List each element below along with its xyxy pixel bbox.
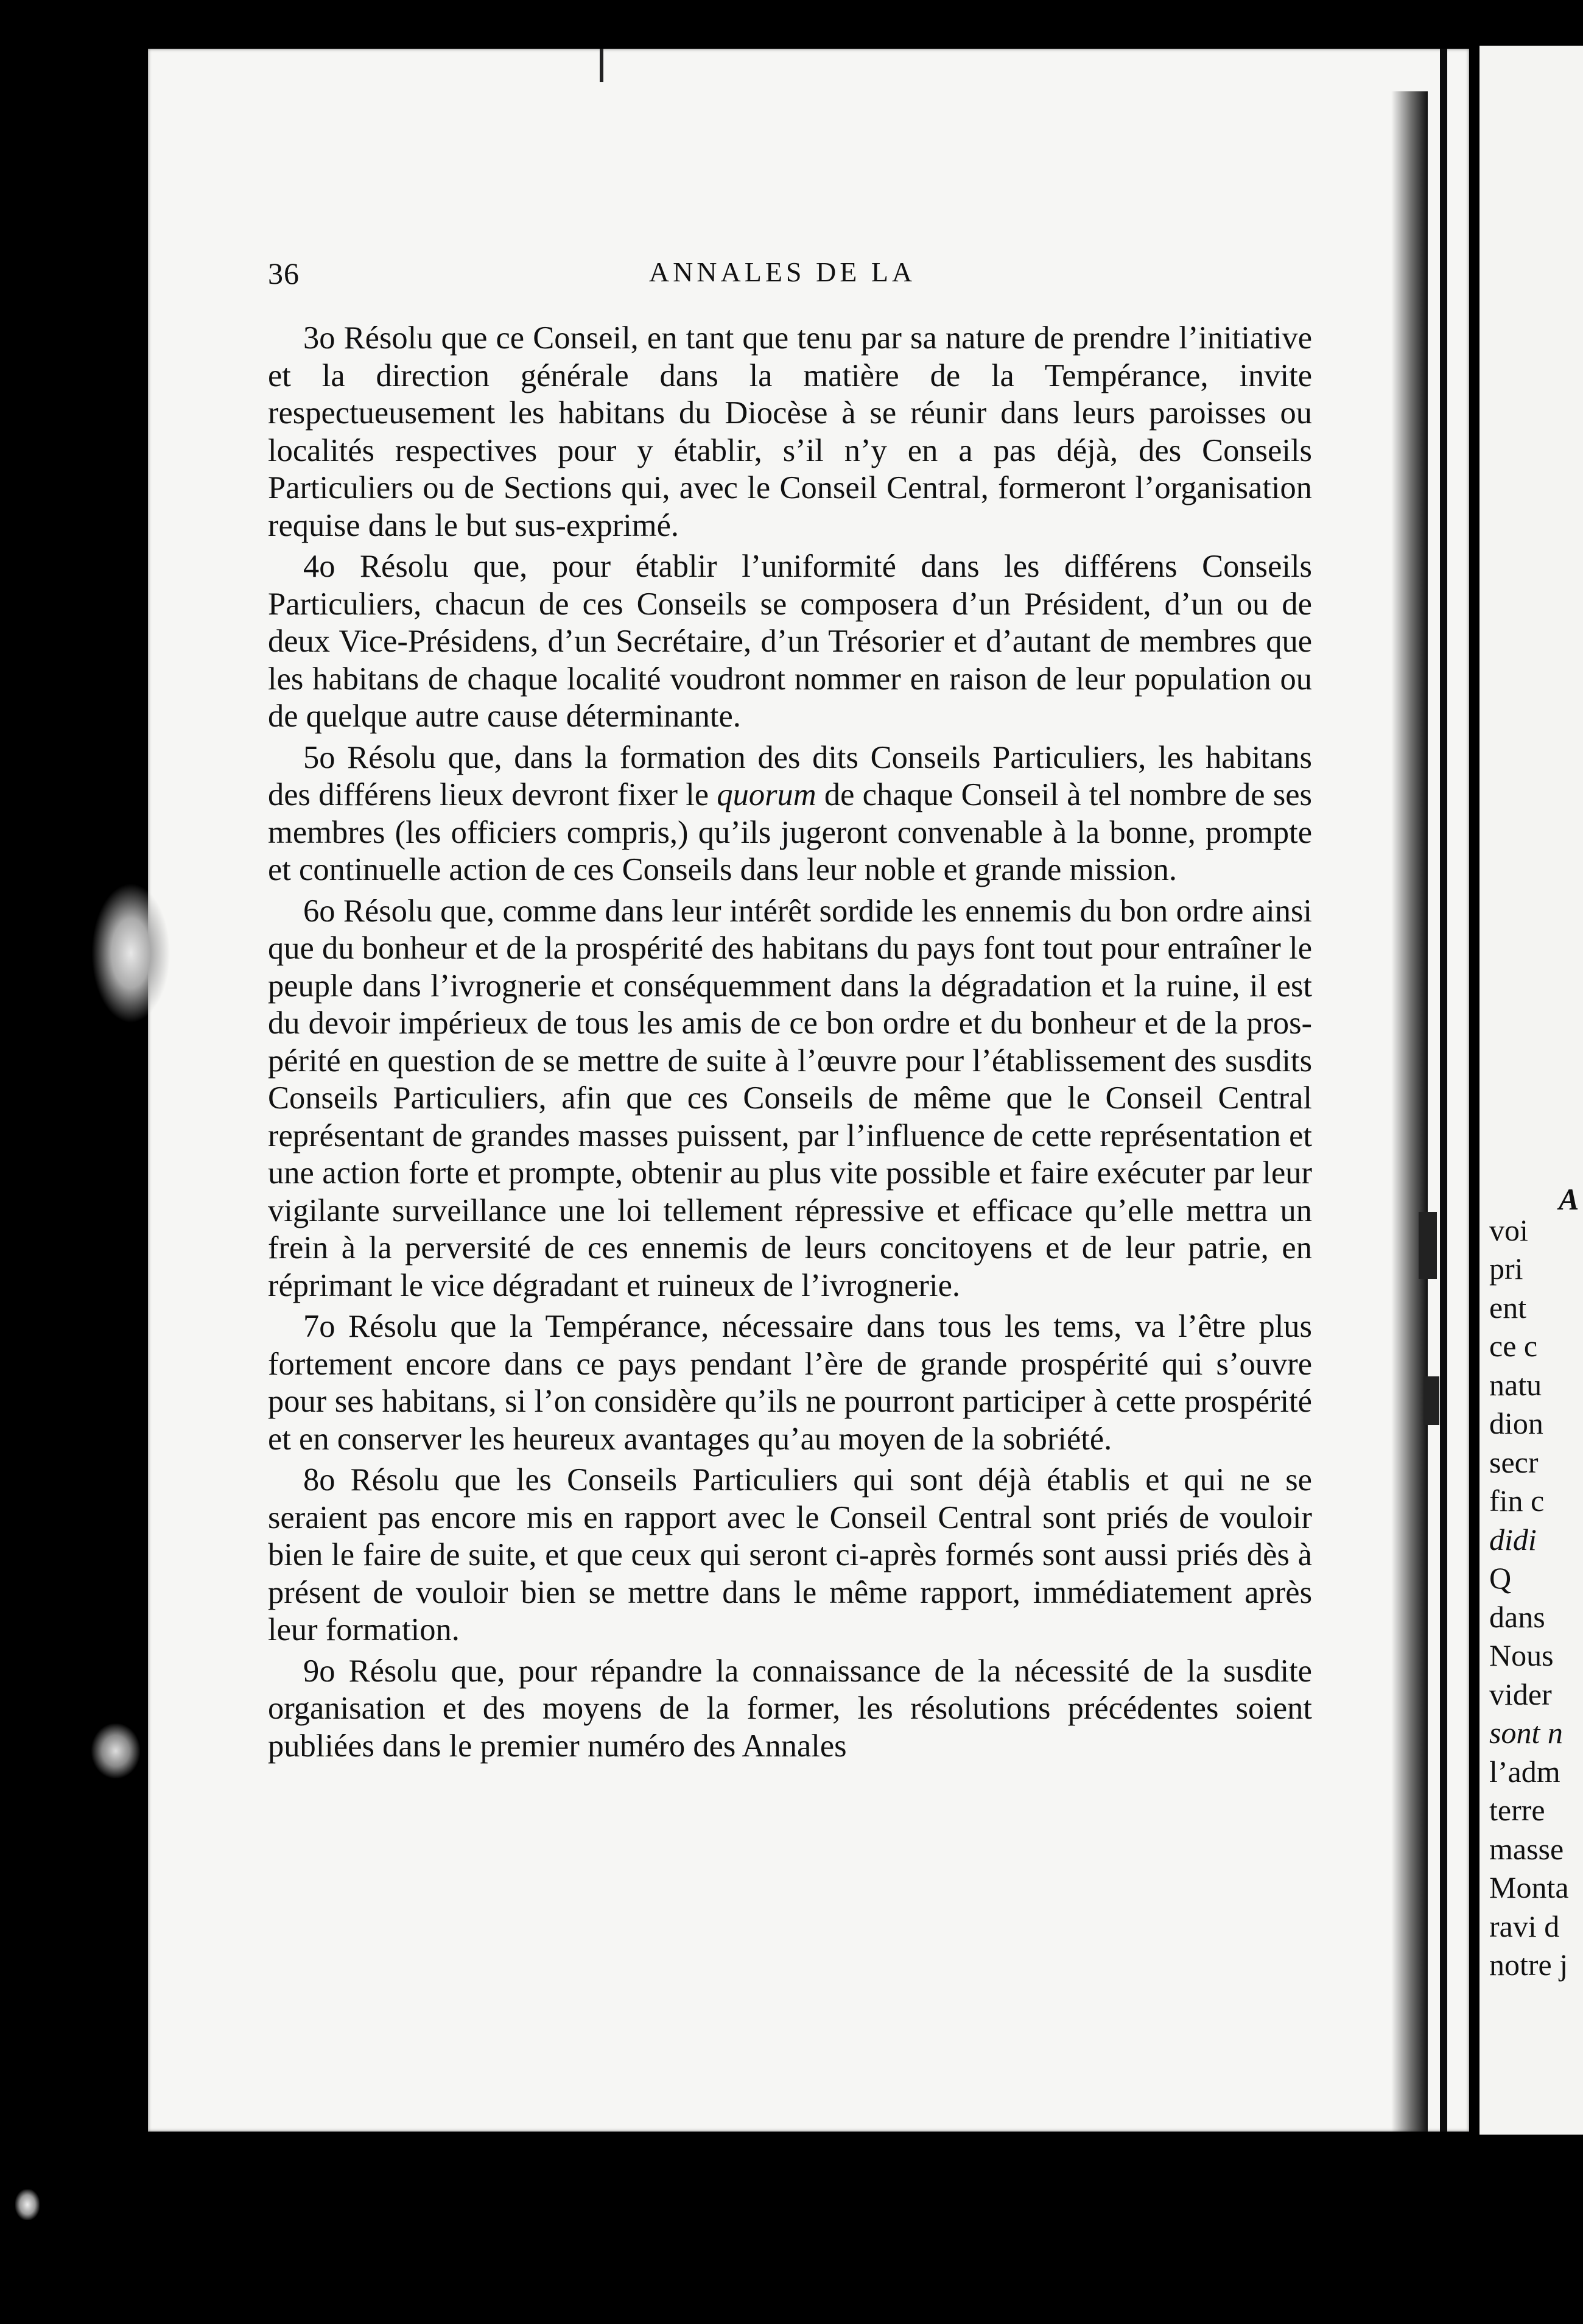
book-gutter	[1440, 49, 1447, 2132]
facing-page-line: Q	[1489, 1561, 1512, 1595]
resolution-paragraph: 3o Résolu que ce Conseil, en tant que tenu par sa nature de prendre l’initiative et la direction générale dans la matière de la Tempérance, invite respectueusement les habitans du Diocèse à se réunir dans leurs paroisses ou localités respectives pour y établir, s’il n’y en a pas déjà, des Conseils Particuliers ou de Sections qui, avec le Conseil Central, formeront l’organisation requise dans le but sus-exprimé.	[268, 320, 1312, 543]
page-header	[268, 256, 1297, 311]
resolution-paragraph: 5o Résolu que, dans la formation des dits Conseils Particuliers, les habitans des différens lieux devront fixer le quorum de chaque Conseil à tel nombre de ses membres (les officiers compris,) qu’ils jugeront convenable à la bonne, prompte et continuelle action de ces Conseils dans leur noble et grande mission.	[268, 739, 1312, 887]
facing-page-text	[1489, 1172, 1583, 1985]
resolution-paragraph: 6o Résolu que, comme dans leur intérêt sordide les ennemis du bon ordre ainsi que du bonheur et de la prospérité des habitans du pays font tout pour entraîner le peuple dans l’ivrognerie et conséquemment dans la dégradation et la ruine, il est du devoir impérieux de tous les amis de ce bon ordre et du bonheur et de la prospérité en question de se mettre de suite à l’œuvre pour l’établissement des susdits Conseils Particuliers, afin que ces Conseils de même que le Conseil Central représentant de grandes masses puissent, par l’influence de cette représentation et une action forte et prompte, obtenir au plus vite possible et faire exécuter par leur vigilante surveillance une loi tellement répressive et efficace qu’elle mettra un frein à la perversité de ces ennemis de leurs concitoyens et de leur patrie, en réprimant le vice dégradant et ruineux de l’ivrognerie.	[268, 893, 1312, 1303]
facing-page-line: ent	[1489, 1290, 1527, 1325]
page-mark	[600, 49, 603, 82]
quorum-italic: quorum	[717, 777, 816, 812]
facing-page-line: ravi d	[1489, 1909, 1560, 1943]
facing-page-line: vider	[1489, 1677, 1552, 1711]
facing-page-line: pri	[1489, 1252, 1523, 1286]
facing-page-line: notre j	[1489, 1948, 1568, 1982]
resolution-paragraph: 4o Résolu que, pour établir l’uniformité dans les différens Conseils Particuliers, chacun de ces Conseils se composera d’un Président, d’un ou de deux Vice-Présidens, d’un Secrétaire, d’un Trésorier et d’autant de membres que les habitans de chaque localité voudront nommer en raison de leur population ou de quelque autre cause déterminante.	[268, 549, 1312, 734]
facing-page-line: dion	[1489, 1406, 1543, 1440]
resolution-paragraph: 9o Résolu que, pour répandre la connaissance de la nécessité de la susdite organisation et des moyens de la former, les résolutions précédentes soient publiées dans le premier numéro des Annales	[268, 1653, 1312, 1764]
facing-page-line: dans	[1489, 1599, 1545, 1634]
book-binding-shadow	[1391, 91, 1428, 2132]
scan-artifact	[15, 2189, 40, 2220]
body-text	[268, 320, 1312, 1769]
scan-artifact	[91, 1724, 140, 1778]
running-head: ANNALES DE LA	[648, 256, 916, 287]
resolution-paragraph: 8o Résolu que les Conseils Particuliers qui sont déjà établis et qui ne se seraient pas encore mis en rapport avec le Conseil Central sont priés de vouloir bien le faire de suite, et que ceux qui seront ci-après formés sont aussi priés dès à présent de vouloir bien se mettre dans le même rapport, immédiatement après leur formation.	[268, 1462, 1312, 1647]
facing-page-line: secr	[1489, 1445, 1539, 1479]
facing-page-line: Nous	[1489, 1638, 1554, 1672]
page-edge-mark	[1419, 1212, 1437, 1279]
facing-page-line	[1489, 1172, 1583, 1211]
facing-page-line: Monta	[1489, 1870, 1569, 1904]
facing-page-line: terre	[1489, 1793, 1545, 1827]
facing-page-line: didi	[1489, 1522, 1537, 1557]
scan-artifact	[91, 883, 170, 1023]
facing-page-line: voi	[1489, 1213, 1528, 1247]
facing-page-line: ce c	[1489, 1329, 1538, 1363]
resolution-paragraph: 7o Résolu que la Tempérance, nécessaire dans tous les tems, va l’être plus fortement encore dans ce pays pendant l’ère de grande prospérité qui s’ouvre pour ses habitans, si l’on considère qu’ils ne pourront participer à cette prospérité et en conserver les heureux avantages qu’au moyen de la sobriété.	[268, 1309, 1312, 1457]
facing-page-line: masse	[1489, 1831, 1564, 1866]
facing-page-line: l’adm	[1489, 1754, 1560, 1789]
facing-page-line: fin c	[1489, 1484, 1545, 1518]
facing-page-heading: A	[1559, 1182, 1579, 1216]
page-number: 36	[268, 256, 300, 290]
facing-page-line: sont n	[1489, 1716, 1563, 1750]
page-edge-mark	[1423, 1376, 1439, 1425]
facing-page-line: natu	[1489, 1367, 1542, 1402]
